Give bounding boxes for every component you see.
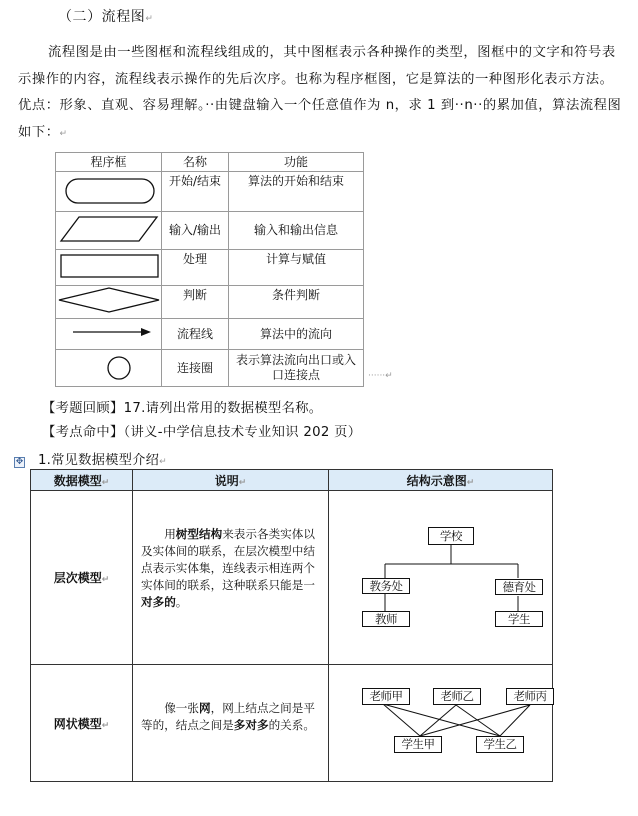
node-teacher: 教师 bbox=[362, 611, 410, 627]
desc-line: 用树型结构来表示各类实体以 bbox=[141, 527, 315, 542]
row-function: 计算与赋值 bbox=[229, 250, 364, 286]
desc-line: 对多的。 bbox=[141, 595, 188, 610]
row-name: 判断 bbox=[162, 286, 229, 319]
header-diagram: 结构示意图↵ bbox=[329, 470, 553, 491]
hierarchical-model-name: 层次模型↵ bbox=[31, 491, 133, 665]
section-title: 1.常见数据模型介绍↵ bbox=[38, 453, 167, 468]
row-function: 输入和输出信息 bbox=[229, 212, 364, 250]
row-name: 处理 bbox=[162, 250, 229, 286]
section-heading: （二）流程图↵ bbox=[58, 9, 154, 25]
desc-line: 点表示实体集，连线表示相连两个 bbox=[141, 561, 315, 576]
desc-line: 及实体间的联系，在层次模型中结 bbox=[141, 544, 315, 559]
intro-line-3: 优点：形象、直观、容易理解。··由键盘输入一个任意值作为 n，求 1 到··n··的累加值，算法流程图 bbox=[18, 98, 622, 113]
table-move-handle[interactable]: ✥ bbox=[15, 457, 24, 467]
header-description: 说明↵ bbox=[133, 470, 329, 491]
node-student-b: 学生乙 bbox=[476, 736, 524, 753]
row-function: 条件判断 bbox=[229, 286, 364, 319]
exam-review: 【考题回顾】17.请列出常用的数据模型名称。 bbox=[42, 401, 323, 416]
paragraph-mark: ······↵ bbox=[368, 371, 393, 381]
intro-line-2: 示操作的内容，流程线表示操作的先后次序。也称为程序框图，它是算法的一种图形化表示方法。 bbox=[18, 72, 614, 87]
node-academic-office: 教务处 bbox=[362, 578, 410, 594]
node-student: 学生 bbox=[495, 611, 543, 627]
node-school: 学校 bbox=[428, 527, 474, 545]
intro-line-1: 流程图是由一些图框和流程线组成的，其中图框表示各种操作的类型，图框中的文字和符号表 bbox=[48, 45, 616, 60]
row-function: 算法的开始和结束 bbox=[229, 172, 364, 212]
header-name: 名称 bbox=[162, 153, 229, 172]
node-teacher-a: 老师甲 bbox=[362, 688, 410, 705]
intro-line-4: 如下：↵ bbox=[18, 125, 68, 140]
header-model: 数据模型↵ bbox=[31, 470, 133, 491]
header-symbol: 程序框 bbox=[56, 153, 162, 172]
row-function: 算法中的流向 bbox=[229, 319, 364, 350]
node-moral-office: 德育处 bbox=[495, 579, 543, 595]
node-student-a: 学生甲 bbox=[394, 736, 442, 753]
row-name: 连接圈 bbox=[162, 350, 229, 387]
node-teacher-b: 老师乙 bbox=[433, 688, 481, 705]
row-function: 表示算法流向出口或入 口连接点 bbox=[229, 350, 364, 387]
exam-hit: 【考点命中】（讲义-中学信息技术专业知识 202 页） bbox=[42, 425, 362, 440]
desc-line: 实体间的联系，这种联系只能是一 bbox=[141, 578, 315, 593]
network-model-name: 网状模型↵ bbox=[31, 665, 133, 782]
desc-line: 等的，结点之间是多对多的关系。 bbox=[141, 718, 315, 733]
row-name: 开始/结束 bbox=[162, 172, 229, 212]
row-name: 输入/输出 bbox=[162, 212, 229, 250]
row-name: 流程线 bbox=[162, 319, 229, 350]
desc-line: 像一张网，网上结点之间是平 bbox=[141, 701, 315, 716]
header-function: 功能 bbox=[229, 153, 364, 172]
node-teacher-c: 老师丙 bbox=[506, 688, 554, 705]
